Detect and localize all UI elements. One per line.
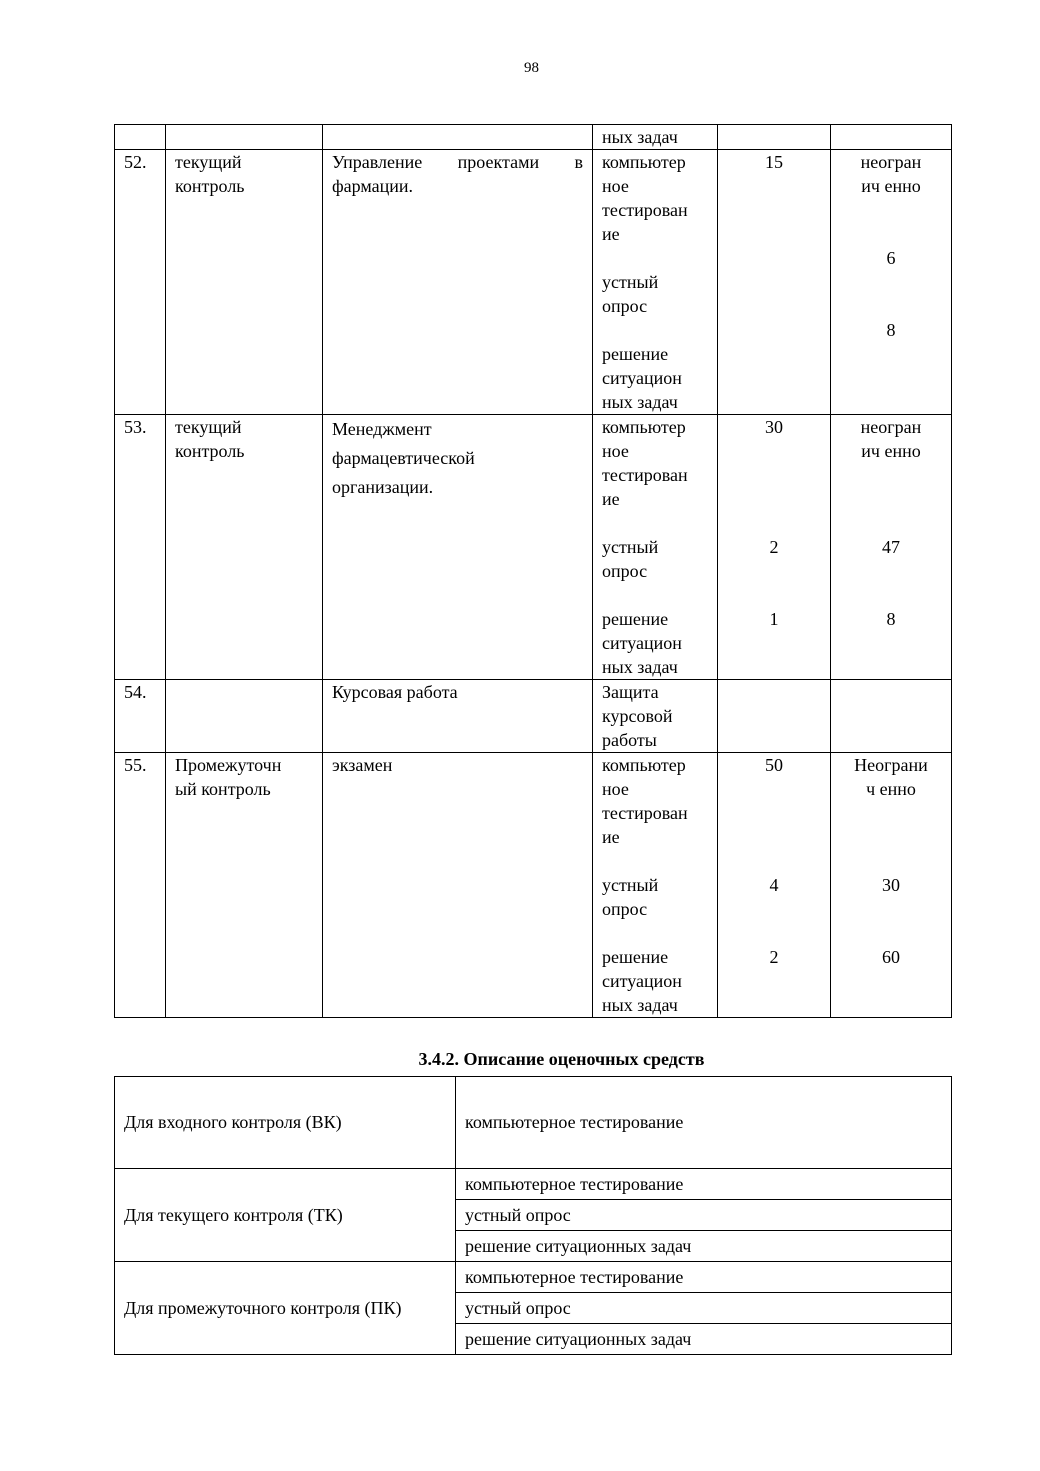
assessment-cell: ных задач	[593, 125, 718, 150]
control-item: устный опрос	[456, 1293, 952, 1324]
assessment-methods-cell: компьютер ное тестирован ие устный опрос решение ситуацион ных задач	[593, 753, 718, 1018]
table-row	[115, 1169, 952, 1200]
control-item: решение ситуационных задач	[456, 1324, 952, 1355]
assessment-table	[114, 124, 952, 1018]
discipline-cell: экзамен	[323, 753, 593, 1018]
control-type-cell: текущий контроль	[166, 415, 323, 680]
control-item: решение ситуационных задач	[456, 1231, 952, 1262]
variants-cell: неогранич енно 47 8	[831, 415, 952, 680]
table-row	[115, 150, 952, 415]
discipline-cell: Управление проектами в фармации.	[323, 150, 593, 415]
row-number: 55.	[115, 753, 166, 1018]
page-number: 98	[524, 60, 539, 76]
control-type-cell: текущий контроль	[166, 150, 323, 415]
variants-cell: Неогранич енно 30 60	[831, 753, 952, 1018]
table-row	[115, 753, 952, 1018]
question-count-cell: 30 2 1	[718, 415, 831, 680]
control-label: Для текущего контроля (ТК)	[115, 1169, 456, 1262]
row-number: 52.	[115, 150, 166, 415]
table-row	[115, 680, 952, 753]
variants-cell	[831, 680, 952, 753]
discipline-cell: Курсовая работа	[323, 680, 593, 753]
row-number: 53.	[115, 415, 166, 680]
table-row	[115, 125, 952, 150]
control-type-cell: Промежуточн ый контроль	[166, 753, 323, 1018]
control-item: компьютерное тестирование	[456, 1169, 952, 1200]
table-row	[115, 1077, 952, 1169]
control-item: компьютерное тестирование	[456, 1077, 952, 1169]
control-item: компьютерное тестирование	[456, 1262, 952, 1293]
question-count-cell: 15	[718, 150, 831, 415]
control-label: Для входного контроля (ВК)	[115, 1077, 456, 1169]
discipline-cell: Менеджмент фармацевтической организации.	[323, 415, 593, 680]
table-row	[115, 415, 952, 680]
row-number: 54.	[115, 680, 166, 753]
assessment-methods-cell: Защита курсовой работы	[593, 680, 718, 753]
question-count-cell	[718, 680, 831, 753]
table-row	[115, 1262, 952, 1293]
control-item: устный опрос	[456, 1200, 952, 1231]
assessment-methods-cell: компьютер ное тестирован ие устный опрос решение ситуацион ных задач	[593, 415, 718, 680]
control-label: Для промежуточного контроля (ПК)	[115, 1262, 456, 1355]
question-count-cell: 50 4 2	[718, 753, 831, 1018]
section-heading: 3.4.2. Описание оценочных средств	[418, 1049, 705, 1069]
assessment-description-table	[114, 1076, 952, 1355]
assessment-methods-cell: компьютер ное тестирован ие устный опрос решение ситуацион ных задач	[593, 150, 718, 415]
control-type-cell	[166, 680, 323, 753]
variants-cell: неогранич енно 6 8	[831, 150, 952, 415]
